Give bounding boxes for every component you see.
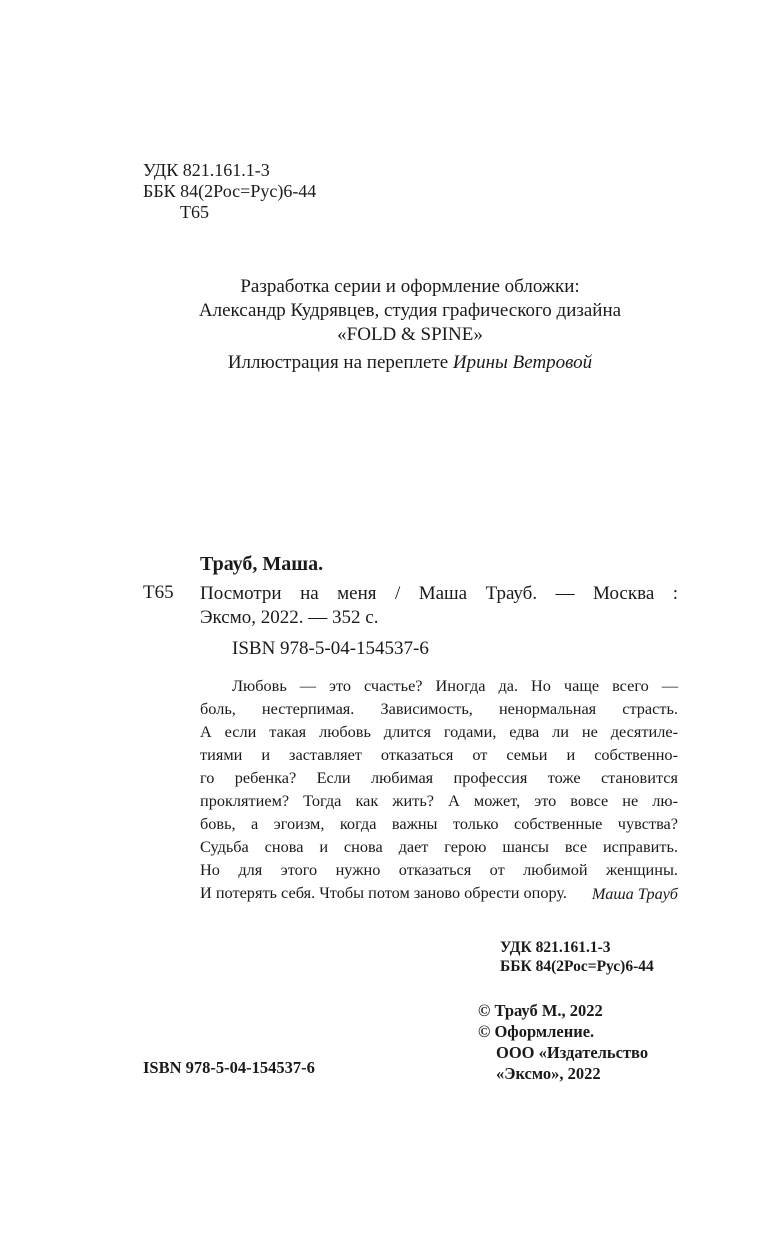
copyright-design: © Оформление. [478,1022,595,1041]
annotation [200,674,678,904]
footer-udk-block [500,938,654,976]
copyright-block [478,1000,648,1084]
illustrator-name: Ирины Ветровой [452,352,593,373]
udk-block [143,160,316,223]
title-line-1: Посмотри на меня / Маша Трауб. — Москва : [200,583,678,604]
illustration-prefix: Иллюстрация на переплете [227,352,449,373]
publisher-line-1: ООО «Издательство [496,1043,649,1062]
credits-line-2: Александр Кудрявцев, студия графического дизайна [198,300,622,321]
annotation-line: Судьба снова и снова дает герою шансы все исправить. [200,837,678,856]
annotation-line: А если такая любовь длится годами, едва ли не десятиле- [200,722,678,741]
footer-isbn: ISBN 978-5-04-154537-6 [143,1058,315,1077]
title-line-2: Эксмо, 2022. — 352 с. [200,607,379,628]
annotation-line: Любовь — это счастье? Иногда да. Но чаще всего — [232,676,678,695]
publisher-line-2: «Эксмо», 2022 [496,1064,601,1083]
footer-bbk: ББК 84(2Рос=Рус)6-44 [500,958,654,975]
credits-line-1: Разработка серии и оформление обложки: [240,276,580,297]
illustration-credit [0,351,768,375]
annotation-line: го ребенка? Если любимая профессия тоже становится [200,768,678,787]
copyright-author: © Трауб М., 2022 [478,1001,603,1020]
annotation-signature: Маша Трауб [591,884,678,903]
annotation-line: проклятием? Тогда как жить? А может, это вовсе не лю- [200,791,678,810]
udk-code: УДК 821.161.1-3 [143,160,270,180]
annotation-line: И потерять себя. Чтобы потом заново обрести опору. [200,883,567,902]
credits-line-3: «FOLD & SPINE» [337,324,483,345]
annotation-line: Но для этого нужно отказаться от любимой женщины. [200,860,678,879]
bbk-code: ББК 84(2Рос=Рус)6-44 [143,181,317,201]
bibliographic-description [200,582,678,630]
record-author: Трауб, Маша. [200,553,324,575]
annotation-line: бовь, а эгоизм, когда важны только собственные чувства? [200,814,678,833]
annotation-line: боль, нестерпимая. Зависимость, ненормальная страсть. [200,699,678,718]
record-isbn: ISBN 978-5-04-154537-6 [232,638,429,659]
annotation-line: тиями и заставляет отказаться от семьи и собственно- [200,745,678,764]
author-mark: Т65 [180,202,209,222]
footer-udk: УДК 821.161.1-3 [500,939,611,956]
record-author-mark: Т65 [143,582,174,603]
credits-block [0,275,768,375]
